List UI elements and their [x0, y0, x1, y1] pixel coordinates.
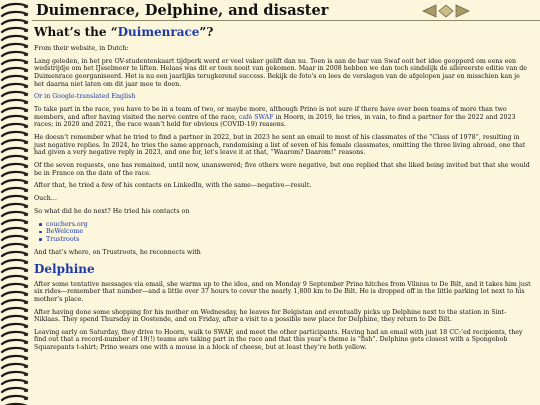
hospitality-sites-list [34, 221, 532, 244]
site-title: Duimenrace, Delphine, and disaster [36, 2, 329, 19]
paragraph-linkedin: After that, he tried a few of his contacts on LinkedIn, with the same—negative—result. [34, 182, 312, 190]
cafe-swaf-link[interactable]: café SWAF [238, 113, 274, 121]
dutch-quote-paragraph: Lang geleden, in het pre OV-studentenkaart tijdperk werd er veel vaker gelift dan nu. Toen is aan de bar van Swaf ooit het idee geopperd om eens een wedstrijdje om het IJsselmeer te liften. Helaas was dit er toen nooit van gekomen. Maar in 2008 hebben we dan toch eindelijk de allereerste editie van de Duimenrace georganiseerd. Het is nu een jaarlijks terugkerend success. Bekijk de foto's en lees de verslagen van de afgelopen jaar en misschien kan je het daarna niet laten om dit jaar mee te doen. [34, 57, 528, 88]
main-content [34, 22, 532, 357]
spiral-binding-graphic [0, 0, 32, 405]
list-item [46, 236, 532, 244]
bewelcome-link[interactable]: BeWelcome [46, 228, 84, 236]
paragraph-race-partner: To take part in the race, you have to be in a team of two, or maybe more, although Prino is not sure if there have ever been teams of more than two members, and after having visited the nerve centre of the race, café SWAF in Hoorn, in 2019, he tries, in vain, to find a partner for the 2022 and 2023 races; in 2020 and 2021, the race wasn’t held for obvious (COVID-19) reasons. [34, 106, 516, 129]
duimenrace-link[interactable]: Duimenrace [117, 25, 200, 39]
couchers-link[interactable]: couchers.org [46, 220, 88, 228]
paragraph-saturday: Leaving early on Saturday, they drive to Hoorn, walk to SWAF, and meet the other participants. Having had an email with just 18 CC:’ed recipients, they find out that a record-number of 19(!) teams are taking part in the race and that this year’s theme is “fish”. Delphine gets closest with a Spongebob Squarepants t-shirt; Prino wears one with a mouse in a block of cheese, but at least they’re both yellow. [34, 328, 523, 352]
trustroots-link[interactable]: Trustroots [46, 235, 80, 243]
paragraph-belgistan: After having done some shopping for his mother on Wednesday, he leaves for Belgistan and eventually picks up Delphine next to the station in Sint-Niklaas. They spend Thursday in Oostende, and on Friday, after a visit to a possible new place for Delphine, they return to De Bilt. [34, 308, 507, 324]
right-triangle-icon[interactable] [456, 5, 469, 17]
nav-arrows [422, 3, 470, 22]
page-heading: What’s the “Duimenrace”? [34, 25, 214, 39]
google-translate-link[interactable]: Or in Google-translated English [34, 93, 136, 101]
paragraph-ouch: Ouch… [34, 195, 58, 203]
paragraph-contacts: So what did he do next? He tried his contacts on [34, 208, 190, 215]
paragraph-hitchhike: After some tentative messages via email, she warms up to the idea, and on Monday 9 September Prino hitches from Vilnius to De Bilt, and it takes him just six rides—remember that number—and a little over 37 hours to cover the nearly 1,800 km to De Bilt. He is dropped off in the little parking lot next to his mother’s place. [34, 280, 531, 303]
paragraph-reconnect: And that’s where, on Trustroots, he reconnects with [34, 248, 201, 256]
intro-paragraph: From their website, in Dutch: [34, 45, 129, 52]
diamond-icon[interactable] [439, 5, 453, 17]
paragraph-classmates: He doesn’t remember what he tried to find a partner in 2022, but in 2023 he sent an email to most of his classmates of the “Class of 1978”, resulting in just negative replies. In 2024, he tries the same approach, randomising a list of seven of his female classmates, omitting the three living abroad, one that had given a very negative reply in 2023, and one for, let’s leave it at that, “Waarom? Daarom!” reasons. [34, 134, 526, 157]
list-item [46, 228, 532, 236]
list-item [46, 221, 532, 229]
section-heading-delphine: Delphine [34, 261, 95, 276]
page-header [32, 0, 540, 21]
left-triangle-icon[interactable] [423, 5, 436, 17]
paragraph-requests: Of the seven requests, one has remained, until now, unanswered; five others were negative, but one replied that she liked being invited but that she would be in France on the date of the race. [34, 162, 530, 177]
spiral-binding [0, 0, 32, 405]
